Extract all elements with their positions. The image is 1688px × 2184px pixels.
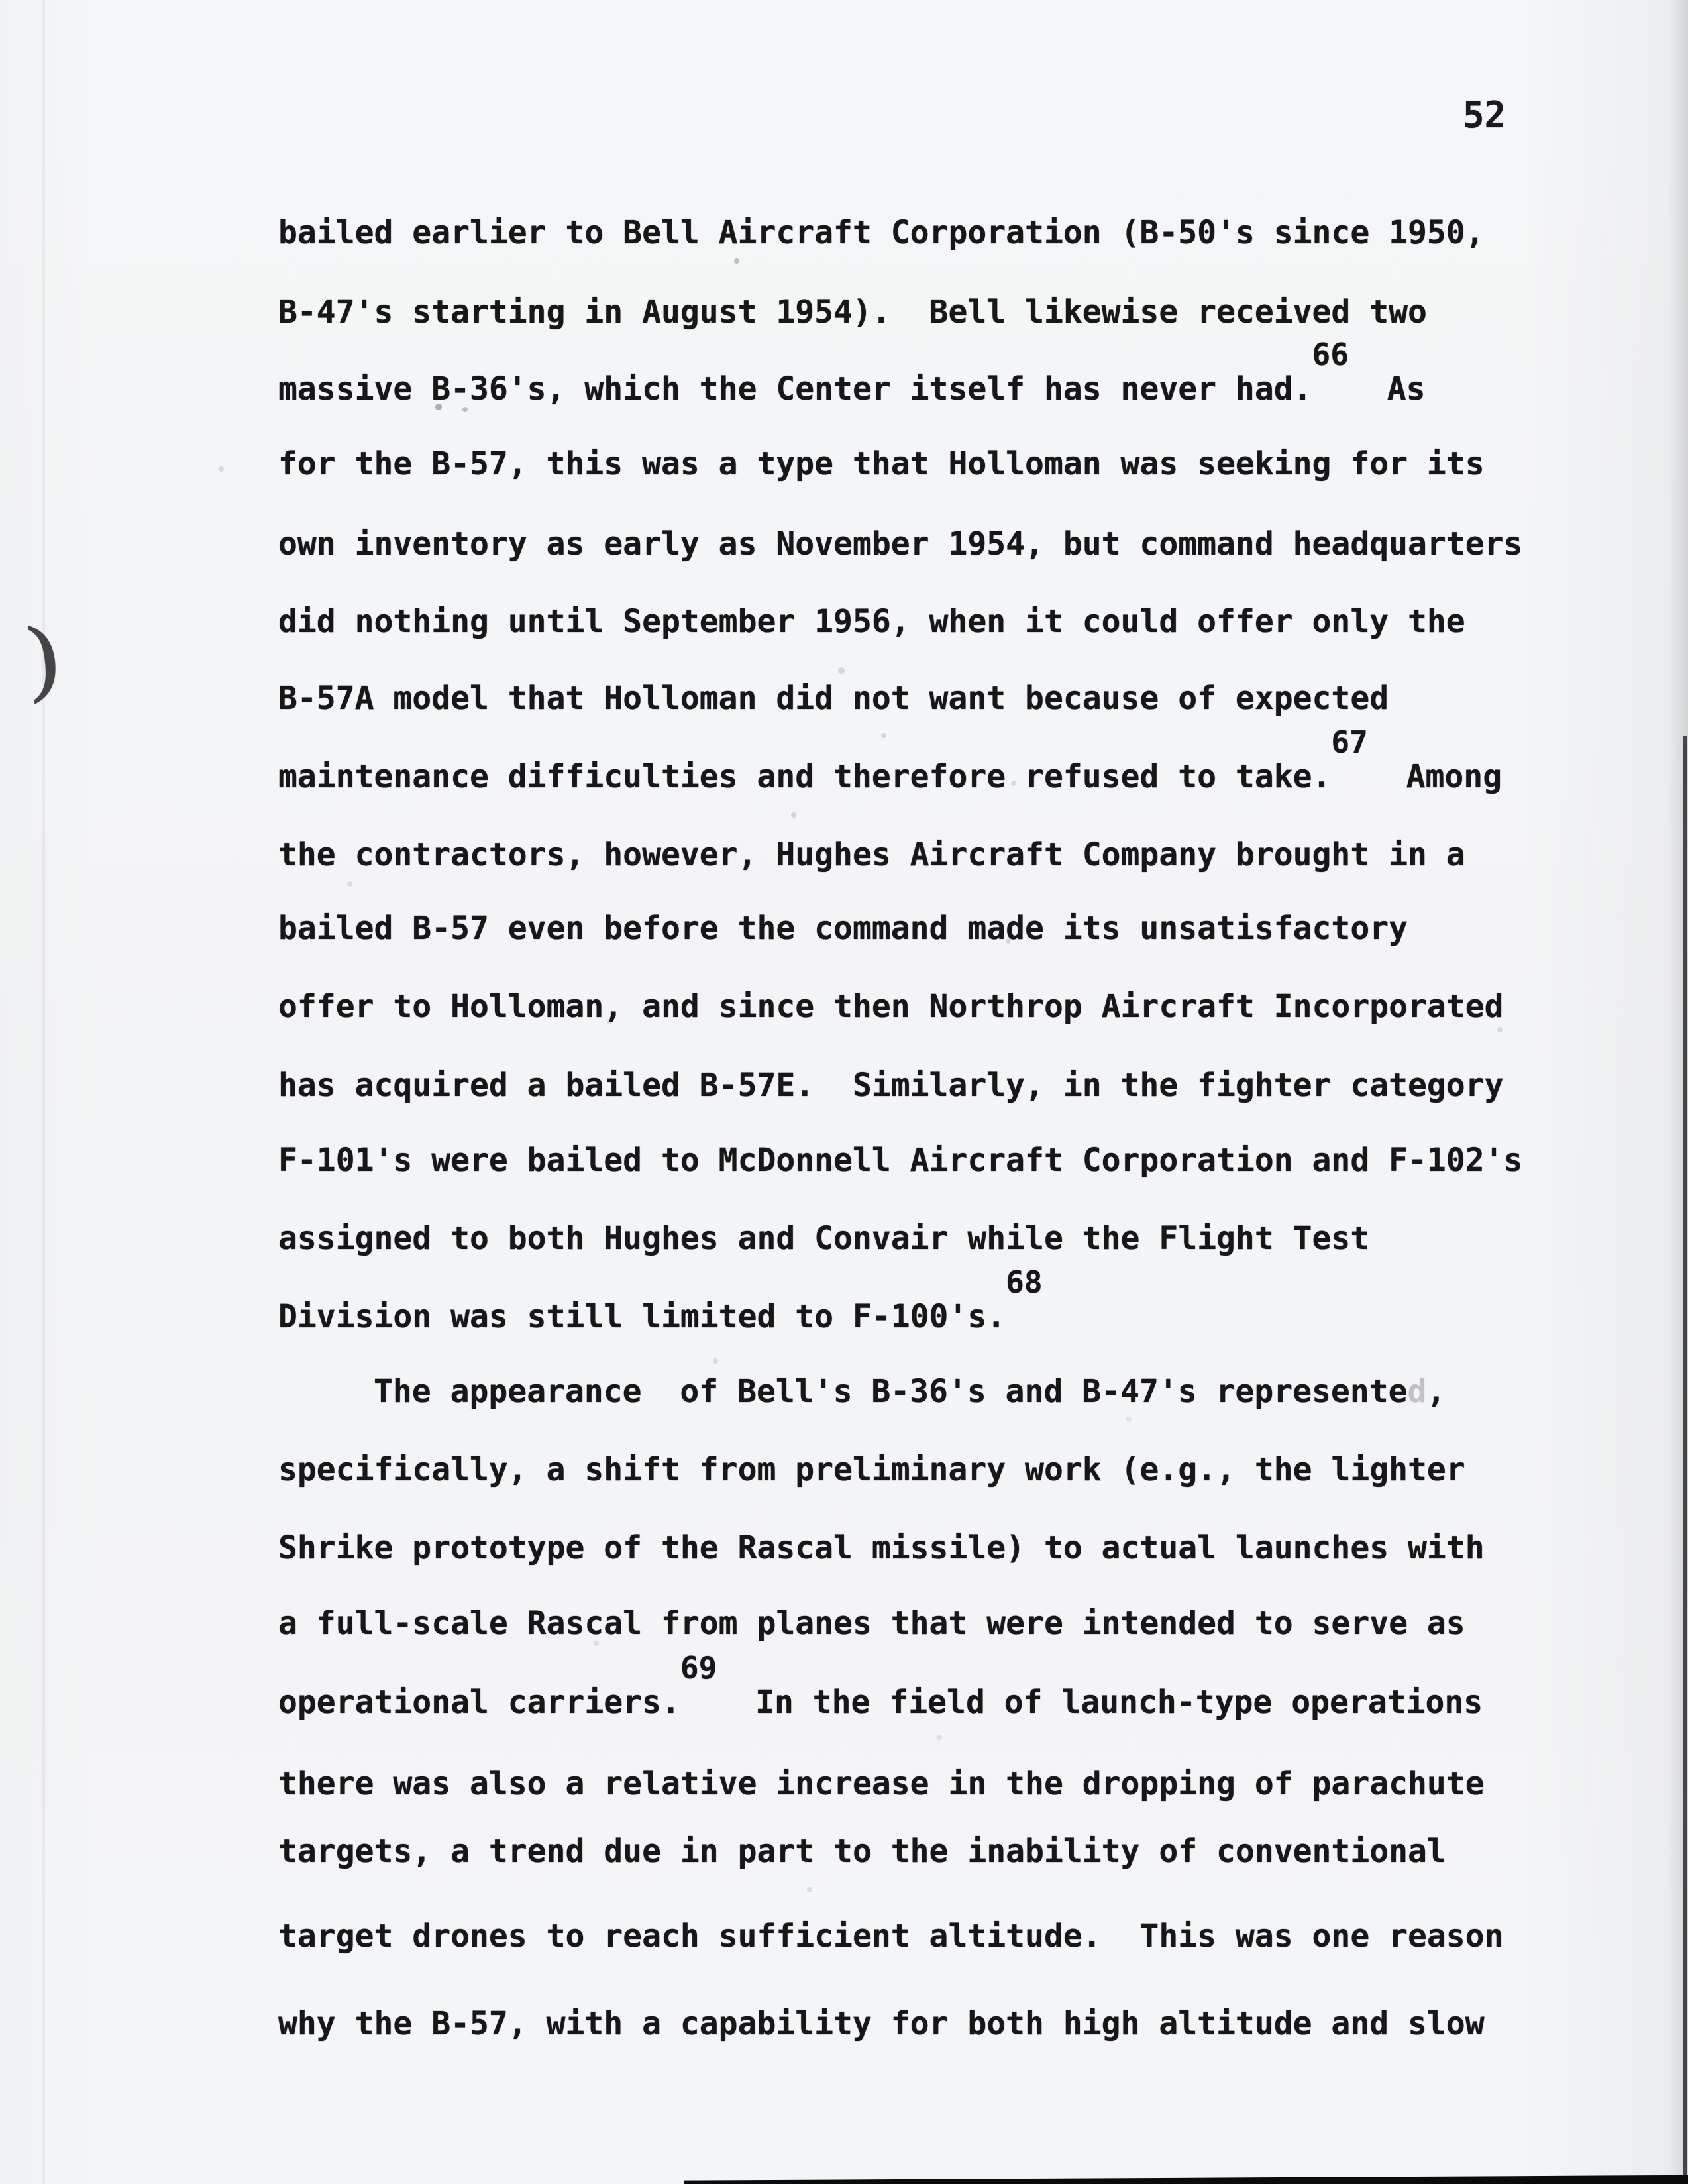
text-line [278, 910, 1408, 947]
text-run: there was also a relative increase in the dropping of parachute [278, 1765, 1485, 1802]
text-run: why the B-57, with a capability for both high altitude and slow [278, 2005, 1485, 2042]
text-line [278, 337, 1426, 408]
text-run: bailed earlier to Bell Aircraft Corporation (B-50's since 1950, [278, 214, 1485, 251]
text-run: for the B-57, this was a type that Holloman was seeking for its [278, 445, 1485, 482]
text-line [278, 1529, 1485, 1566]
text-line [278, 214, 1485, 251]
text-run: B-47's starting in August 1954). Bell likewise received two [278, 294, 1427, 331]
text-run: F-101's were bailed to McDonnell Aircraft Corporation and F-102's [278, 1142, 1523, 1179]
text-run: The appearance of Bell's B-36's and B-47's represente [374, 1373, 1408, 1410]
text-run: operational carriers. [278, 1684, 680, 1721]
text-run: did nothing until September 1956, when it could offer only the [278, 603, 1465, 640]
text-run: bailed B-57 even before the command made its unsatisfactory [278, 910, 1408, 947]
text-line [278, 1650, 1483, 1721]
text-run: Among [1367, 758, 1503, 795]
text-run: Shrike prototype of the Rascal missile) to actual launches with [278, 1529, 1485, 1566]
text-line [278, 1067, 1504, 1104]
text-run: massive B-36's, which the Center itself has never had. [278, 370, 1312, 408]
text-run: Division was still limited to F-100's. [278, 1298, 1006, 1335]
text-run: offer to Holloman, and since then Northrop Aircraft Incorporated [278, 988, 1504, 1025]
text-line [278, 1833, 1446, 1870]
text-run: assigned to both Hughes and Convair while the Flight Test [278, 1220, 1370, 1257]
text-run: own inventory as early as November 1954, but command headquarters [278, 525, 1523, 563]
footnote-ref: 67 [1331, 724, 1368, 760]
text-run: As [1348, 370, 1426, 408]
text-run: target drones to reach sufficient altitude. This was one reason [278, 1918, 1504, 1955]
footnote-ref: 66 [1312, 337, 1349, 372]
text-line [278, 525, 1523, 563]
text-run: maintenance difficulties and therefore refused to take. [278, 758, 1332, 795]
text-run: specifically, a shift from preliminary work (e.g., the lighter [278, 1451, 1465, 1488]
text-line [278, 680, 1389, 717]
footnote-ref: 69 [680, 1650, 717, 1686]
faint-character: d [1407, 1373, 1427, 1410]
text-line [278, 836, 1465, 873]
text-line [278, 294, 1427, 331]
text-line [278, 445, 1485, 482]
text-run: the contractors, however, Hughes Aircraft Company brought in a [278, 836, 1465, 873]
text-line [278, 2005, 1485, 2042]
text-line [278, 1605, 1465, 1642]
page-number: 52 [1463, 94, 1506, 136]
handwritten-margin-mark: ) [19, 608, 68, 712]
right-edge-scan-line [1683, 736, 1687, 2181]
text-line [374, 1373, 1446, 1410]
text-run: B-57A model that Holloman did not want because of expected [278, 680, 1389, 717]
text-line [278, 1918, 1504, 1955]
text-run: In the field of launch-type operations [717, 1684, 1483, 1721]
text-line [278, 1264, 1043, 1335]
text-line [278, 1142, 1523, 1179]
text-line [278, 1765, 1485, 1802]
text-line [278, 724, 1503, 795]
text-run: , [1426, 1373, 1446, 1410]
text-line [278, 988, 1504, 1025]
footnote-ref: 68 [1006, 1264, 1043, 1300]
text-run: has acquired a bailed B-57E. Similarly, in the fighter category [278, 1067, 1504, 1104]
text-run: targets, a trend due in part to the inability of conventional [278, 1833, 1446, 1870]
text-line [278, 1220, 1370, 1257]
text-run: a full-scale Rascal from planes that were intended to serve as [278, 1605, 1465, 1642]
text-line [278, 1451, 1465, 1488]
text-line [278, 603, 1465, 640]
